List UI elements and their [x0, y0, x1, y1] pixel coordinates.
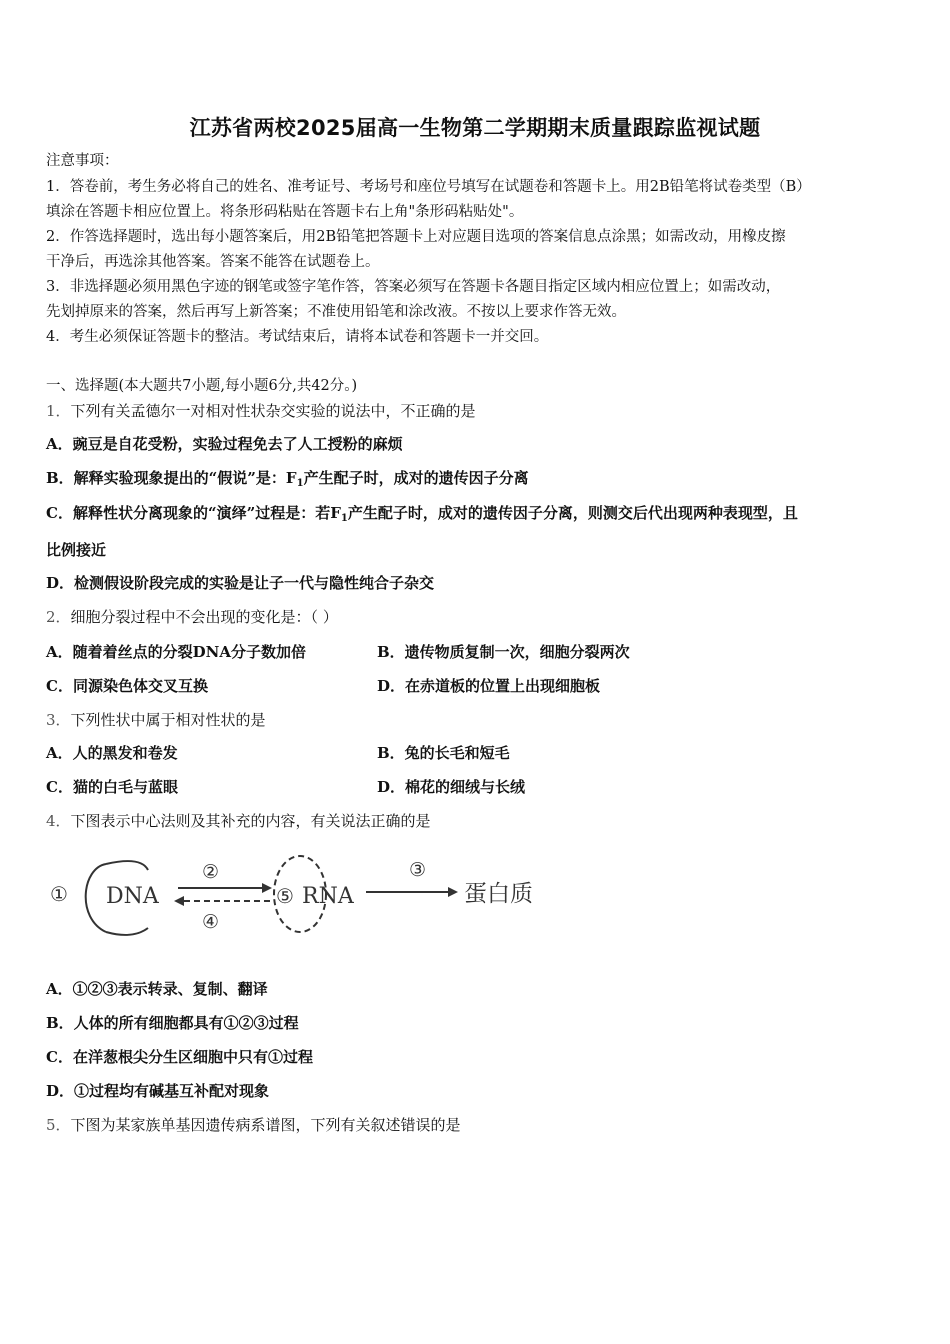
notice-line-7: 4．考生必须保证答题卡的整洁。考试结束后，请将本试卷和答题卡一并交回。 — [46, 329, 549, 345]
q1-option-c-continued: 比例接近 — [46, 541, 107, 559]
q1-stem — [46, 400, 476, 421]
diagram-label-5: ⑤ — [276, 884, 294, 908]
diagram-label-2: ② — [202, 861, 220, 883]
q1-option-d: D．检测假设阶段完成的实验是让子一代与隐性纯合子杂交 — [46, 574, 435, 592]
q3-text: 下列性状中属于相对性状的是 — [70, 711, 266, 729]
q4-number: 4． — [46, 812, 71, 830]
diagram-label-1: ① — [50, 882, 68, 906]
notice-line-2: 填涂在答题卡相应位置上。将条形码粘贴在答题卡右上角"条形码粘贴处"。 — [46, 204, 524, 220]
diagram-rna: RNA — [302, 884, 354, 909]
q1-option-b — [46, 467, 529, 489]
central-dogma-diagram — [44, 848, 554, 943]
q1-option-c-sub: 1 — [340, 513, 348, 524]
q4-option-b: B．人体的所有细胞都具有①②③过程 — [46, 1014, 299, 1032]
q3-option-c: C．猫的白毛与蓝眼 — [46, 778, 178, 796]
dna-replication-loop — [86, 864, 106, 932]
q1-number: 1． — [46, 402, 71, 420]
q3-number: 3． — [46, 711, 71, 729]
diagram-dna: DNA — [106, 884, 159, 909]
q4-text: 下图表示中心法则及其补充的内容，有关说法正确的是 — [70, 812, 431, 830]
notice-line-5: 3．非选择题必须用黑色字迹的钢笔或签字笔作答，答案必须写在答题卡各题目指定区域内相应位置上；如需改动， — [46, 279, 781, 295]
notice-line-1: 1．答卷前，考生务必将自己的姓名、准考证号、考场号和座位号填写在试题卷和答题卡上。用2B铅笔将试卷类型（B） — [46, 179, 811, 195]
section-heading: 一、选择题(本大题共7小题,每小题6分,共42分。) — [46, 378, 358, 394]
q2-option-c: C．同源染色体交叉互换 — [46, 677, 208, 695]
q2-option-d: D．在赤道板的位置上出现细胞板 — [377, 677, 601, 695]
q3-option-a: A．人的黑发和卷发 — [46, 744, 178, 762]
q4-option-c: C．在洋葱根尖分生区细胞中只有①过程 — [46, 1048, 313, 1066]
q5-stem — [46, 1114, 461, 1135]
q1-option-b-pre: B．解释实验现象提出的“假说”是：F — [46, 469, 297, 487]
q3-option-b: B．兔的长毛和短毛 — [377, 744, 510, 762]
q4-stem — [46, 810, 431, 831]
q1-option-c-post: 产生配子时，成对的遗传因子分离，则测交后代出现两种表现型，且 — [347, 504, 798, 522]
diagram-protein: 蛋白质 — [464, 881, 533, 907]
q4-option-d: D．①过程均有碱基互补配对现象 — [46, 1082, 270, 1100]
q3-option-d: D．棉花的细绒与长绒 — [377, 778, 526, 796]
reverse-transcription-arrowhead — [174, 896, 184, 906]
q5-number: 5． — [46, 1116, 71, 1134]
diagram-label-3: ③ — [409, 859, 427, 881]
notice-heading: 注意事项： — [46, 153, 119, 169]
q1-option-b-post: 产生配子时，成对的遗传因子分离 — [303, 469, 529, 487]
q2-stem — [46, 606, 338, 627]
notice-line-6: 先划掉原来的答案，然后再写上新答案；不准使用铅笔和涂改液。不按以上要求作答无效。 — [46, 304, 626, 320]
q5-text: 下图为某家族单基因遗传病系谱图，下列有关叙述错误的是 — [70, 1116, 461, 1134]
page-title: 江苏省两校2025届高一生物第二学期期末质量跟踪监视试题 — [189, 116, 761, 140]
q3-stem — [46, 709, 266, 730]
q4-option-a: A．①②③表示转录、复制、翻译 — [46, 980, 268, 998]
q2-option-b: B．遗传物质复制一次，细胞分裂两次 — [377, 643, 630, 661]
diagram-label-4: ④ — [202, 911, 220, 933]
transcription-arrowhead — [262, 883, 272, 893]
q2-text: 细胞分裂过程中不会出现的变化是：（ ） — [70, 608, 338, 626]
q2-option-a: A．随着着丝点的分裂DNA分子数加倍 — [46, 643, 306, 661]
q1-option-c — [46, 502, 798, 524]
translation-arrowhead — [448, 887, 458, 897]
q2-number: 2． — [46, 608, 71, 626]
notice-line-3: 2．作答选择题时，选出每小题答案后，用2B铅笔把答题卡上对应题目选项的答案信息点涂黑；如需改动，用橡皮擦 — [46, 229, 786, 245]
q1-option-a: A．豌豆是自花受粉，实验过程免去了人工授粉的麻烦 — [46, 435, 403, 453]
notice-line-4: 干净后，再选涂其他答案。答案不能答在试题卷上。 — [46, 254, 380, 270]
q1-text: 下列有关孟德尔一对相对性状杂交实验的说法中，不正确的是 — [70, 402, 476, 420]
q1-option-c-pre: C．解释性状分离现象的“演绎”过程是：若F — [46, 504, 341, 522]
q1-option-b-sub: 1 — [296, 478, 304, 489]
